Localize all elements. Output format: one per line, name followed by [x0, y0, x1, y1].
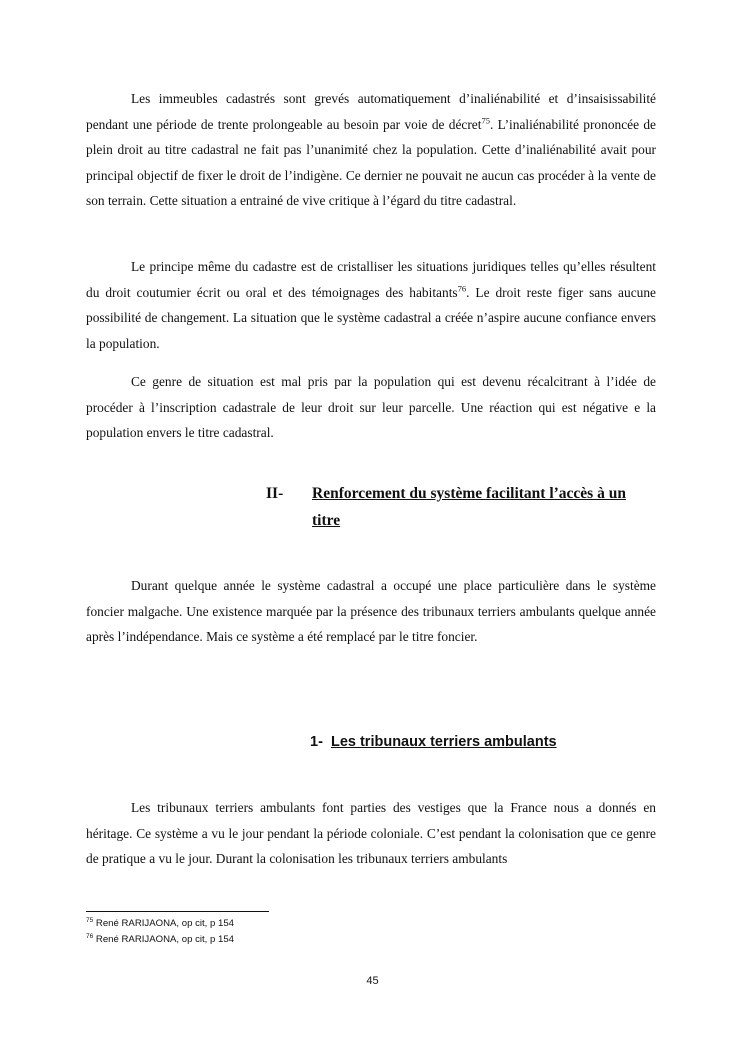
page-number: 45 [366, 975, 379, 987]
paragraph-text: . L’inaliénabilité prononcée de plein droit au titre cadastral ne fait pas l’unanimité chez la population. Cette d’inaliénabilité avait pour principal objectif de fixer le droit de l’indigène. Ce dernier ne pouvait ne aucun cas procéder à la vente de son terrain. Cette situation a entrainé de vive critique à l’égard du titre cadastral. [86, 116, 656, 209]
footnote-item [86, 933, 234, 947]
paragraph-principe-cadastre [86, 254, 656, 356]
paragraph-text: . Le droit reste figer sans aucune possibilité de changement. La situation que le système cadastral a créée n’aspire aucune confiance envers la population. [86, 284, 656, 351]
footnote-text: René RARIJAONA, op cit, p 154 [95, 918, 235, 929]
paragraph-text: Les immeubles cadastrés sont grevés automatiquement d’inaliénabilité et d’insaisissabilité pendant une période de trente prolongeable au besoin par voie de décret [86, 91, 656, 132]
footnote-item [86, 917, 234, 931]
footnote-text: René RARIJAONA, op cit, p 154 [95, 934, 235, 945]
footnote-reference[interactable]: 75 [481, 115, 490, 126]
section-heading-title: Renforcement du système facilitant l’accès à un titre [312, 485, 626, 529]
footnote-separator [86, 911, 269, 912]
subsection-heading-number: 1- [310, 734, 323, 750]
footnote-reference[interactable]: 76 [457, 283, 467, 294]
section-heading-number: II- [266, 485, 284, 502]
paragraph-text: Le principe même du cadastre est de cristalliser les situations juridiques telles qu’elles résultent du droit coutumier écrit ou oral et des témoignages des habitants [86, 259, 656, 300]
paragraph-tribunaux-terriers: Les tribunaux terriers ambulants font parties des vestiges que la France nous a donnés en héritage. Ce système a vu le jour pendant la période coloniale. C’est pendant la colonisation que ce genre de pratique a vu le jour. Durant la colonisation les tribunaux terriers ambulants [86, 800, 656, 867]
footnote-number: 76 [86, 932, 94, 940]
paragraph-systeme-cadastral: Durant quelque année le système cadastral a occupé une place particulière dans le système foncier malgache. Une existence marquée par la présence des tribunaux terriers ambulants quelque année après l’indépendance. Mais ce système a été remplacé par le titre foncier. [86, 578, 656, 645]
subsection-heading [310, 730, 557, 754]
paragraph-inalienabilite [86, 86, 656, 214]
footnote-number: 75 [86, 916, 94, 924]
subsection-heading-title: Les tribunaux terriers ambulants [330, 734, 557, 750]
paragraph-situation-population: Ce genre de situation est mal pris par la population qui est devenu récalcitrant à l’idée de procéder à l’inscription cadastrale de leur droit sur leur parcelle. Une réaction qui est négative e la population envers le titre cadastral. [86, 374, 656, 441]
